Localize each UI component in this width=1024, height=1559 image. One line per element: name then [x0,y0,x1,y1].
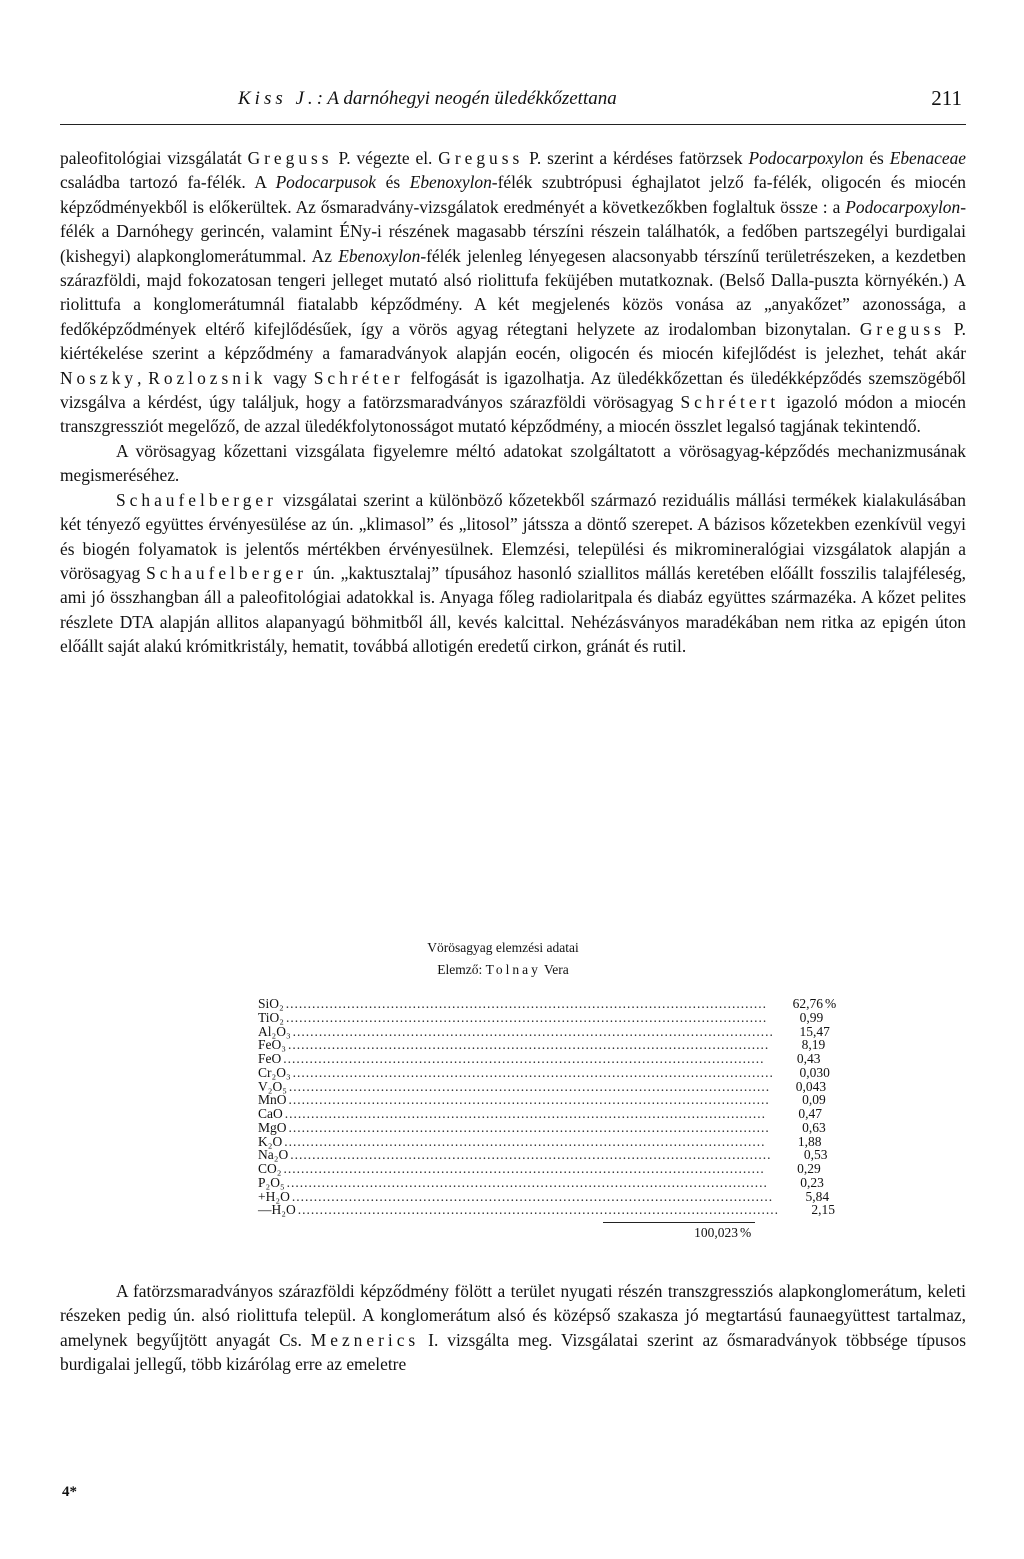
taxon-name: Podocarpoxylon [748,148,864,168]
text-run: és [376,172,410,193]
component-value: 8,19 [801,1037,826,1053]
page-number: 211 [931,86,962,110]
text-run: igazoló módon a miocén transzgressziót megelőző, de azzal üledékfolytonosságot mutató képződmény, a miocén összlet legalsó tagjának tekintendő. [60,392,966,437]
author-name: Greguss [438,148,524,168]
running-header [60,84,966,125]
author-name: Rozlozsnik [148,367,267,388]
table-row [258,1106,822,1121]
leader-dots: .............................................................................................................. [284,1133,766,1149]
text-run: I. vizsgálta meg. Vizsgálatai szerint az ősmaradványok többsége típusos burdigalai jellegű, több kizárólag erre az emeletre [60,1329,966,1375]
component-label: TiO₂ [258,1009,284,1025]
text-run: P. végezte el. [332,148,439,168]
leader-dots: .............................................................................................................. [292,1023,774,1039]
text-run: -félék szubtrópusi éghajlatot jelző fa-félék, oligocén és miocén képződményekből is előkerültek. Az ősmaradvány-vizsgálatok eredményét a következőkben foglaltuk össze : a [60,172,966,217]
component-value: 0,29 [797,1161,821,1176]
header-author: Kiss J. [238,88,317,109]
paragraph-2: A vörösagyag kőzettani vizsgálata figyelemre méltó adatokat szolgáltatott a vörösagyag-képződés mechanizmusának megismeréséhez. [60,440,966,486]
text-run: vizsgálatai szerint a különböző kőzetekből származó reziduális mállási termékek kialakulásában két tényező együttes érvényesülése az ún. „klimasol” és „litosol” játssza a döntő szerepet. A bázisos kőzetekben ezenkívül vegyi és biogén folyamatok is jelentős mértékben érvényesülnek. Elemzési, települési és mikromineralógiai vizsgálatok alapján a vörösagyag [60,489,966,583]
table-row [258,1064,830,1080]
table-analyst [248,959,758,981]
component-label: K₂O [258,1133,283,1149]
leader-dots: .............................................................................................................. [288,1119,770,1135]
leader-dots: .............................................................................................................. [292,1064,774,1080]
component-unit: % [824,996,837,1011]
table-row [258,1119,826,1135]
table-row [258,1051,821,1066]
component-value: 0,53 [803,1147,828,1163]
author-name: Greguss [859,318,945,339]
table-row [258,1188,830,1204]
table-row [258,1202,835,1218]
text-run: és [863,148,890,168]
component-label: FeO [258,1051,282,1066]
text-run: , [137,367,149,388]
table-row [258,1023,830,1039]
paragraph-4 [60,1279,966,1377]
text-run: A fatörzsmaradványos szárazföldi képződmény fölött a terület nyugati részén transzgressziós alapkonglomerátum, keleti részeken pedig ún. alsó riolittufa települ. A konglomerátum alsó és középső szakasza jó megtartású faunaegyüttest tartalmaz, amelynek begyűjtött anyagát Cs. [60,1281,966,1350]
author-name: Schréter [313,367,404,388]
author-name: Noszky [60,367,138,388]
text-run: -félék a Darnóhegy gerincén, valamint ÉNy-i részének magasabb térszíni részein találhatók, a fedőben partszegélyi burdigalai (kishegyi) alapkonglomerátummal. Az [60,196,966,266]
leader-dots: .............................................................................................................. [286,1174,768,1190]
analyst-label: Elemző: [437,962,483,977]
table-row [258,1037,826,1053]
table-row [258,1161,821,1176]
component-label: P₂O₅ [258,1174,285,1190]
total-rule [603,1222,755,1223]
analysis-table [258,937,837,1241]
author-name: Schaufelberger [146,562,308,583]
taxon-name: Ebenoxylon [409,172,492,193]
component-label: MgO [258,1119,287,1135]
component-label: CaO [258,1106,283,1121]
author-name: Schrétert [680,392,780,413]
text-run: P. kiértékelése szerint a képződmény a famaradványok alapján eocén, oligocén és miocén kifejlődést is jelezhet, tehát akár [60,318,966,364]
table-row [258,1092,826,1108]
leader-dots: .............................................................................................................. [285,996,767,1011]
component-value: 0,99 [799,1009,824,1025]
component-label: —H₂O [258,1202,296,1218]
table-total-value: 100,023 [694,1225,738,1240]
component-value: 0,043 [795,1078,827,1094]
component-label: CO₂ [258,1161,282,1176]
text-run: -félék jelenleg lényegesen alacsonyabb térszínű területrészeken, a kezdetben szárazföldi, majd fokozatosan tengeri jelleget mutató alsó riolittufa feküjében mutatkoznak. (Belső Dalla-puszta környékén.) A riolittufa a konglomerátumnál fiatalabb képződmény. A két megjelenés közös vonása az „anyakőzet” azonossága, a fedőképződmények eltérő kifejlődésűek, így a vörös agyag rétegtani helyzete az irodalomban bizonytalan. [60,245,966,339]
paragraph-3 [60,488,966,659]
component-value: 0,43 [796,1051,821,1066]
text-run: ún. „kaktusztalaj” típusához hasonló sziallitos mállás keretében előállt fosszilis talajféleség, ami jó összhangban áll a paleofitológiai adatokkal is. Anyaga főleg radiolaritpala és diabáz együttes származéka. A kőzet pelites részlete DTA alapján allitos alapanyagú böhmitből áll, kevés kalcittal. Nehézásványos maradékában nem ritka az epigén úton előállt saját alakú krómitkristály, hematit, továbbá allotigén eredetű cirkon, gránát és rutil. [60,562,966,657]
component-label: Na₂O [258,1147,289,1163]
table-row [258,1009,824,1025]
leader-dots: .............................................................................................................. [297,1202,779,1218]
leader-dots: .............................................................................................................. [283,1051,765,1066]
table-rows [258,996,837,1218]
component-label: Al₂O₃ [258,1023,291,1039]
table-total-unit: % [740,1225,752,1240]
signature-mark: 4* [62,1484,77,1500]
author-name: Meznerics [310,1329,420,1350]
component-label: Cr₂O₃ [258,1064,291,1080]
component-label: V₂O₅ [258,1078,287,1094]
leader-dots: .............................................................................................................. [290,1147,772,1163]
leader-dots: .............................................................................................................. [287,1037,770,1053]
component-value: 0,63 [802,1119,826,1135]
text-run: paleofitológiai vizsgálatát [60,148,248,168]
component-value: 2,15 [811,1202,835,1218]
main-text [60,146,966,659]
component-value: 0,47 [798,1106,822,1121]
header-separator: : [316,88,328,109]
analyst-firstname: Vera [544,962,569,977]
component-value: 0,23 [800,1174,824,1190]
text-run: felfogását is igazolhatja. Az üledékkőzettan és üledékképződés szemszögéből vizsgálva a kérdést, úgy találjuk, hogy a fatörzsmaradványos szárazföldi vörösagyag [60,367,966,413]
leader-dots: .............................................................................................................. [288,1092,770,1108]
analyst-surname: Tolnay [485,962,541,977]
component-value: 62,76 [792,996,823,1011]
table-row [258,996,837,1011]
author-name: Greguss [247,148,333,168]
leader-dots: .............................................................................................................. [285,1009,768,1025]
leader-dots: .............................................................................................................. [291,1188,774,1204]
taxon-name: Ebenaceae [889,148,966,168]
table-row [258,1078,827,1094]
leader-dots: .............................................................................................................. [283,1161,765,1176]
table-row [258,1174,824,1190]
text-run: P. szerint a kérdéses fatörzsek [523,148,749,168]
component-value: 1,88 [797,1133,822,1149]
text-run: vagy [266,367,314,388]
paragraph-1 [60,146,966,439]
running-title [238,88,617,110]
leader-dots: .............................................................................................................. [288,1078,771,1094]
component-value: 5,84 [805,1188,830,1204]
text-run: családba tartozó fa-félék. A [60,172,276,193]
table-title: Vörösagyag elemzési adatai [427,940,579,955]
component-label: FeO₃ [258,1037,286,1053]
author-name: Schaufelberger [116,489,277,510]
component-label: MnO [258,1092,287,1108]
taxon-name: Podocarpusok [275,172,377,193]
leader-dots: .............................................................................................................. [284,1106,766,1121]
component-label: +H₂O [258,1188,290,1204]
component-label: SiO₂ [258,996,284,1011]
component-value: 15,47 [799,1023,830,1039]
table-total-row [258,1225,758,1241]
table-row [258,1133,822,1149]
taxon-name: Ebenoxylon [338,245,421,266]
header-title: A darnóhegyi neogén üledékkőzettana [327,88,617,109]
component-value: 0,030 [799,1064,830,1080]
table-row [258,1147,828,1163]
taxon-name: Podocarpoxylon [845,196,961,217]
component-value: 0,09 [802,1092,826,1108]
main-text-continued [60,1279,966,1377]
